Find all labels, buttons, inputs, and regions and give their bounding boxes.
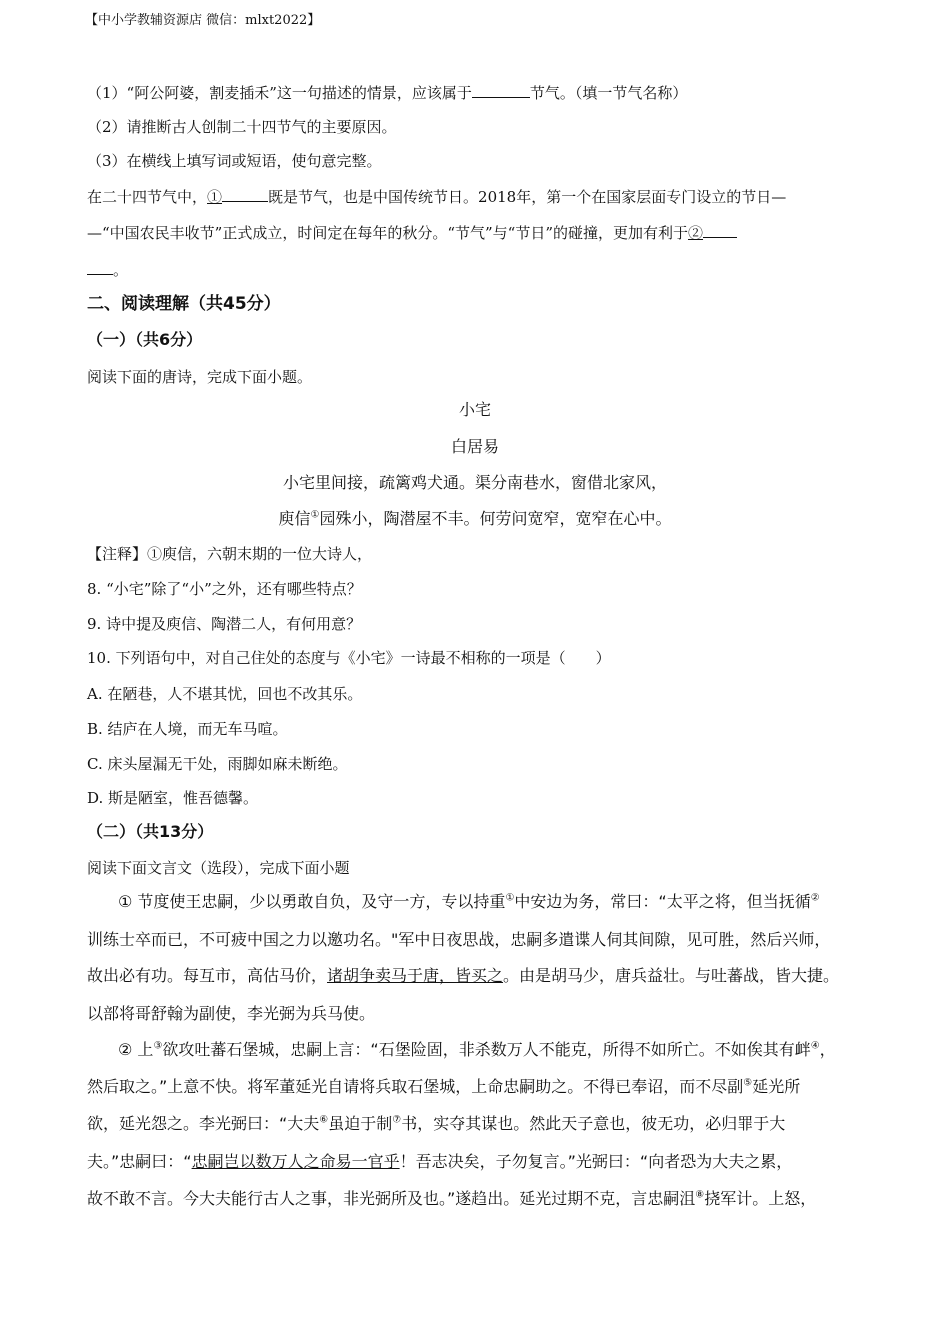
footnote-marker: ⑧ — [695, 1189, 705, 1201]
passage-line — [118, 1040, 836, 1060]
passage-text: 挠军计。上怒， — [704, 1189, 817, 1208]
footnote-marker: ⑤ — [743, 1077, 753, 1089]
passage-line: 训练士卒而已，不可疲中国之力以邀功名。"军中日夜思战，忠嗣多遣谍人伺其间隙，见可胜，然后兴师， — [87, 930, 831, 949]
passage-text: 。由是胡马少，唐兵益壮。与吐蕃战，皆大捷。 — [503, 966, 840, 985]
poem-title: 小宅 — [458, 400, 491, 419]
footnote-marker: ③ — [153, 1040, 163, 1052]
poem-line-2 — [0, 509, 950, 529]
passage-text: 然后取之。”上意不快。将军董延光自请将兵取石堡城，上命忠嗣助之。不得已奉诏，而不尽副 — [87, 1077, 744, 1096]
footnote-marker: ① — [310, 509, 320, 521]
reading-instruction-1: 阅读下面的唐诗，完成下面小题。 — [87, 368, 313, 386]
footnote-marker: ⑦ — [392, 1114, 402, 1126]
blank-marker-1: ① — [207, 188, 223, 206]
question-9: 9. 诗中提及庾信、陶潜二人，有何用意？ — [87, 615, 362, 633]
footnote-marker: ⑥ — [319, 1114, 329, 1126]
fill-paragraph-line-2 — [87, 222, 737, 243]
passage-text: ① 节度使王忠嗣，少以勇敢自负，及守一方，专以持重 — [118, 892, 506, 911]
passage-text: ！吾志决矣，子勿复言。”光弼曰：“向者恐为大夫之累， — [399, 1152, 793, 1171]
option-d: D. 斯是陋室，惟吾德馨。 — [87, 789, 259, 807]
question-1 — [87, 82, 687, 103]
blank-marker-2: ② — [688, 224, 704, 242]
option-a: A. 在陋巷，人不堪其忧，回也不改其乐。 — [87, 685, 363, 703]
option-b: B. 结庐在人境，而无车马喧。 — [87, 720, 288, 738]
footnote-marker: ② — [810, 892, 820, 904]
question-3: （3）在横线上填写词或短语，使句意完整。 — [87, 152, 382, 170]
fill-paragraph-line-1 — [87, 186, 786, 207]
question-1-text: （1）“阿公阿婆，割麦插禾”这一句描述的情景，应该属于 — [87, 84, 472, 102]
question-1-tail: 节气。（填一节气名称） — [529, 84, 688, 102]
paragraph-text: 。 — [113, 261, 129, 279]
footnote-marker: ④ — [810, 1040, 820, 1052]
passage-text: ② 上 — [118, 1040, 154, 1059]
watermark-header: 【中小学教辅资源店 微信：mlxt2022】 — [85, 13, 321, 28]
passage-text: 欲，延光怨之。李光弼曰：“大夫 — [87, 1114, 320, 1133]
answer-blank-2-cont — [87, 259, 113, 275]
paragraph-text: —“中国农民丰收节”正式成立，时间定在每年的秋分。“节气”与“节日”的碰撞，更加有利于 — [87, 224, 689, 242]
option-c: C. 床头屋漏无干处，雨脚如麻未断绝。 — [87, 755, 348, 773]
passage-text: 故不敢不言。今大夫能行古人之事，非光弼所及也。”遂趋出。延光过期不克，言忠嗣沮 — [87, 1189, 696, 1208]
question-10: 10. 下列语句中，对自己住处的态度与《小宅》一诗最不相称的一项是（ ） — [87, 649, 611, 667]
passage-text: 夫。”忠嗣曰：“ — [87, 1152, 192, 1171]
poem-text: 园殊小，陶潜屋不丰。何劳问宽窄，宽窄在心中。 — [319, 509, 672, 528]
reading-instruction-2: 阅读下面文言文（选段），完成下面小题 — [87, 859, 350, 877]
answer-blank — [472, 82, 530, 98]
section-heading: 二、阅读理解（共45分） — [87, 294, 281, 314]
passage-text: 虽迫于制 — [328, 1114, 393, 1133]
passage-text: ， — [819, 1040, 836, 1059]
footnote-marker: ① — [505, 892, 515, 904]
fill-paragraph-line-3 — [87, 259, 128, 280]
question-2: （2）请推断古人创制二十四节气的主要原因。 — [87, 118, 397, 136]
passage-line — [87, 1152, 792, 1172]
passage-line — [87, 1077, 800, 1097]
answer-blank-2 — [703, 222, 737, 238]
passage-line — [87, 1114, 785, 1134]
passage-line: 以部将哥舒翰为副使，李光弼为兵马使。 — [87, 1004, 376, 1023]
passage-text: 故出必有功。每互市，高估马价， — [87, 966, 328, 985]
passage-text: 中安边为务，常曰：“太平之将，但当抚循 — [514, 892, 811, 911]
poem-text: 庾信 — [278, 509, 311, 528]
paragraph-text: 既是节气，也是中国传统节日。2018年，第一个在国家层面专门设立的节日— — [268, 188, 787, 206]
passage-text: 欲攻吐蕃石堡城，忠嗣上言：“石堡险固，非杀数万人不能克，所得不如所亡。不如俟其有衅 — [162, 1040, 811, 1059]
underlined-sentence: 诸胡争卖马于唐，皆买之 — [327, 966, 504, 985]
poem-note: 【注释】①庾信，六朝末期的一位大诗人， — [87, 545, 373, 563]
question-8: 8. “小宅”除了“小”之外，还有哪些特点？ — [87, 580, 362, 598]
passage-text: 延光所 — [752, 1077, 801, 1096]
answer-blank-1 — [222, 186, 268, 202]
subsection-heading-2: （二）（共13分） — [87, 822, 214, 841]
poem-author: 白居易 — [450, 437, 499, 456]
passage-line — [87, 1189, 816, 1209]
passage-line — [118, 892, 820, 912]
passage-line — [87, 966, 839, 986]
paragraph-text: 在二十四节气中， — [87, 188, 208, 206]
poem-line-1: 小宅里间接，疏篱鸡犬通。渠分南巷水，窗借北家风， — [282, 473, 667, 492]
subsection-heading-1: （一）（共6分） — [87, 330, 203, 349]
underlined-sentence: 忠嗣岂以数万人之命易一官乎 — [191, 1152, 400, 1171]
passage-text: 书，实夺其谋也。然此天子意也，彼无功，必归罪于大 — [401, 1114, 786, 1133]
